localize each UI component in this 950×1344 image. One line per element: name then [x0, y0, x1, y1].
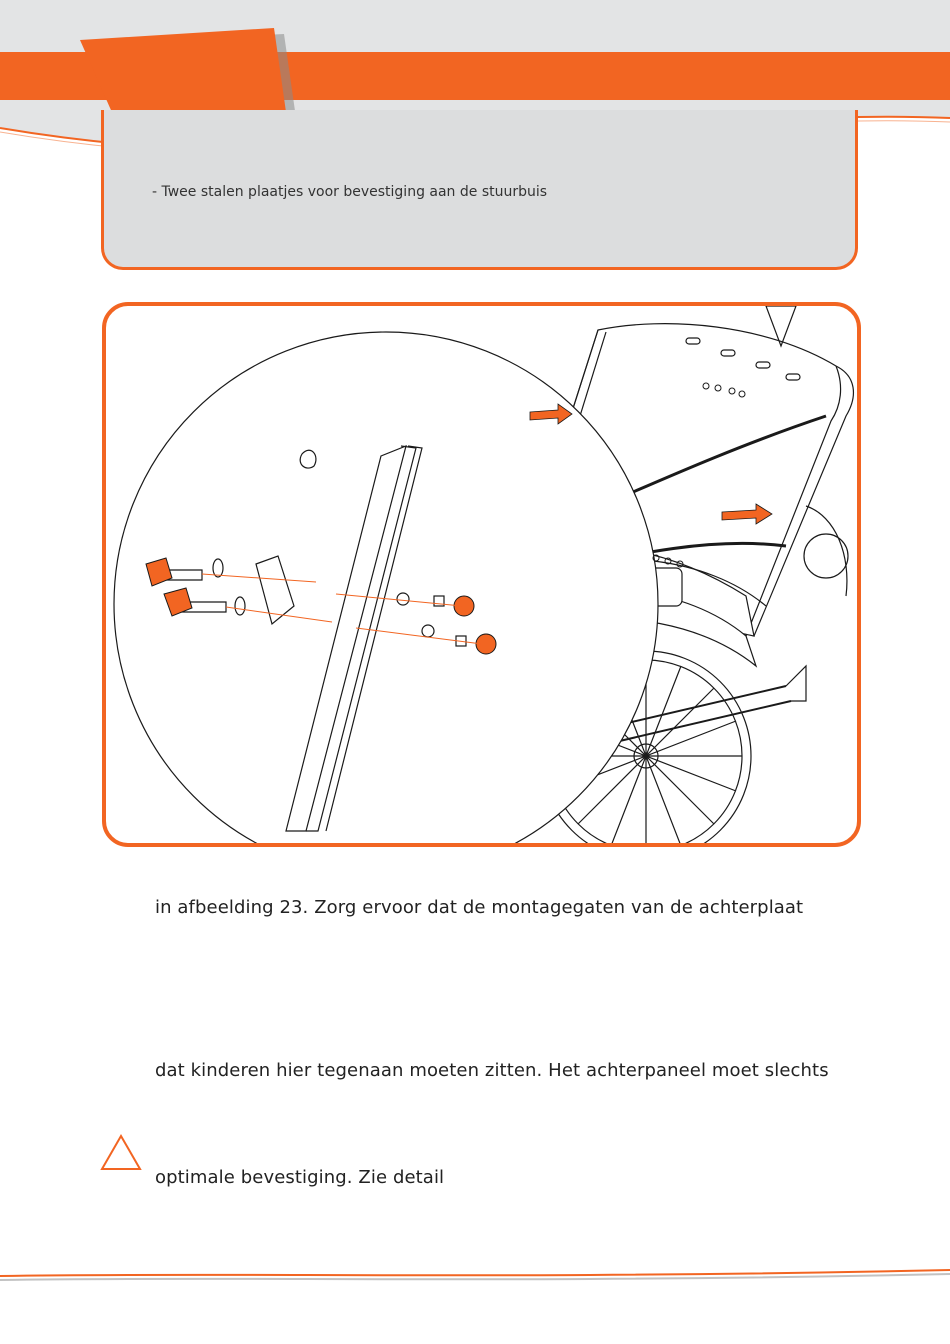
footer-wave	[0, 1262, 950, 1292]
info-panel-text: - Twee stalen plaatjes voor bevestiging aan de stuurbuis	[152, 184, 548, 200]
body-text-line-2: dat kinderen hier tegenaan moeten zitten. Het achterpaneel moet slechts	[155, 1060, 829, 1081]
assembly-figure	[102, 302, 861, 847]
body-text-line-1: in afbeelding 23. Zorg ervoor dat de montagegaten van de achterplaat	[155, 897, 804, 918]
warning-triangle-icon	[100, 1134, 142, 1172]
bicycle-backrest-assembly-drawing	[106, 306, 857, 843]
body-text-line-3: optimale bevestiging. Zie detail	[155, 1167, 445, 1188]
